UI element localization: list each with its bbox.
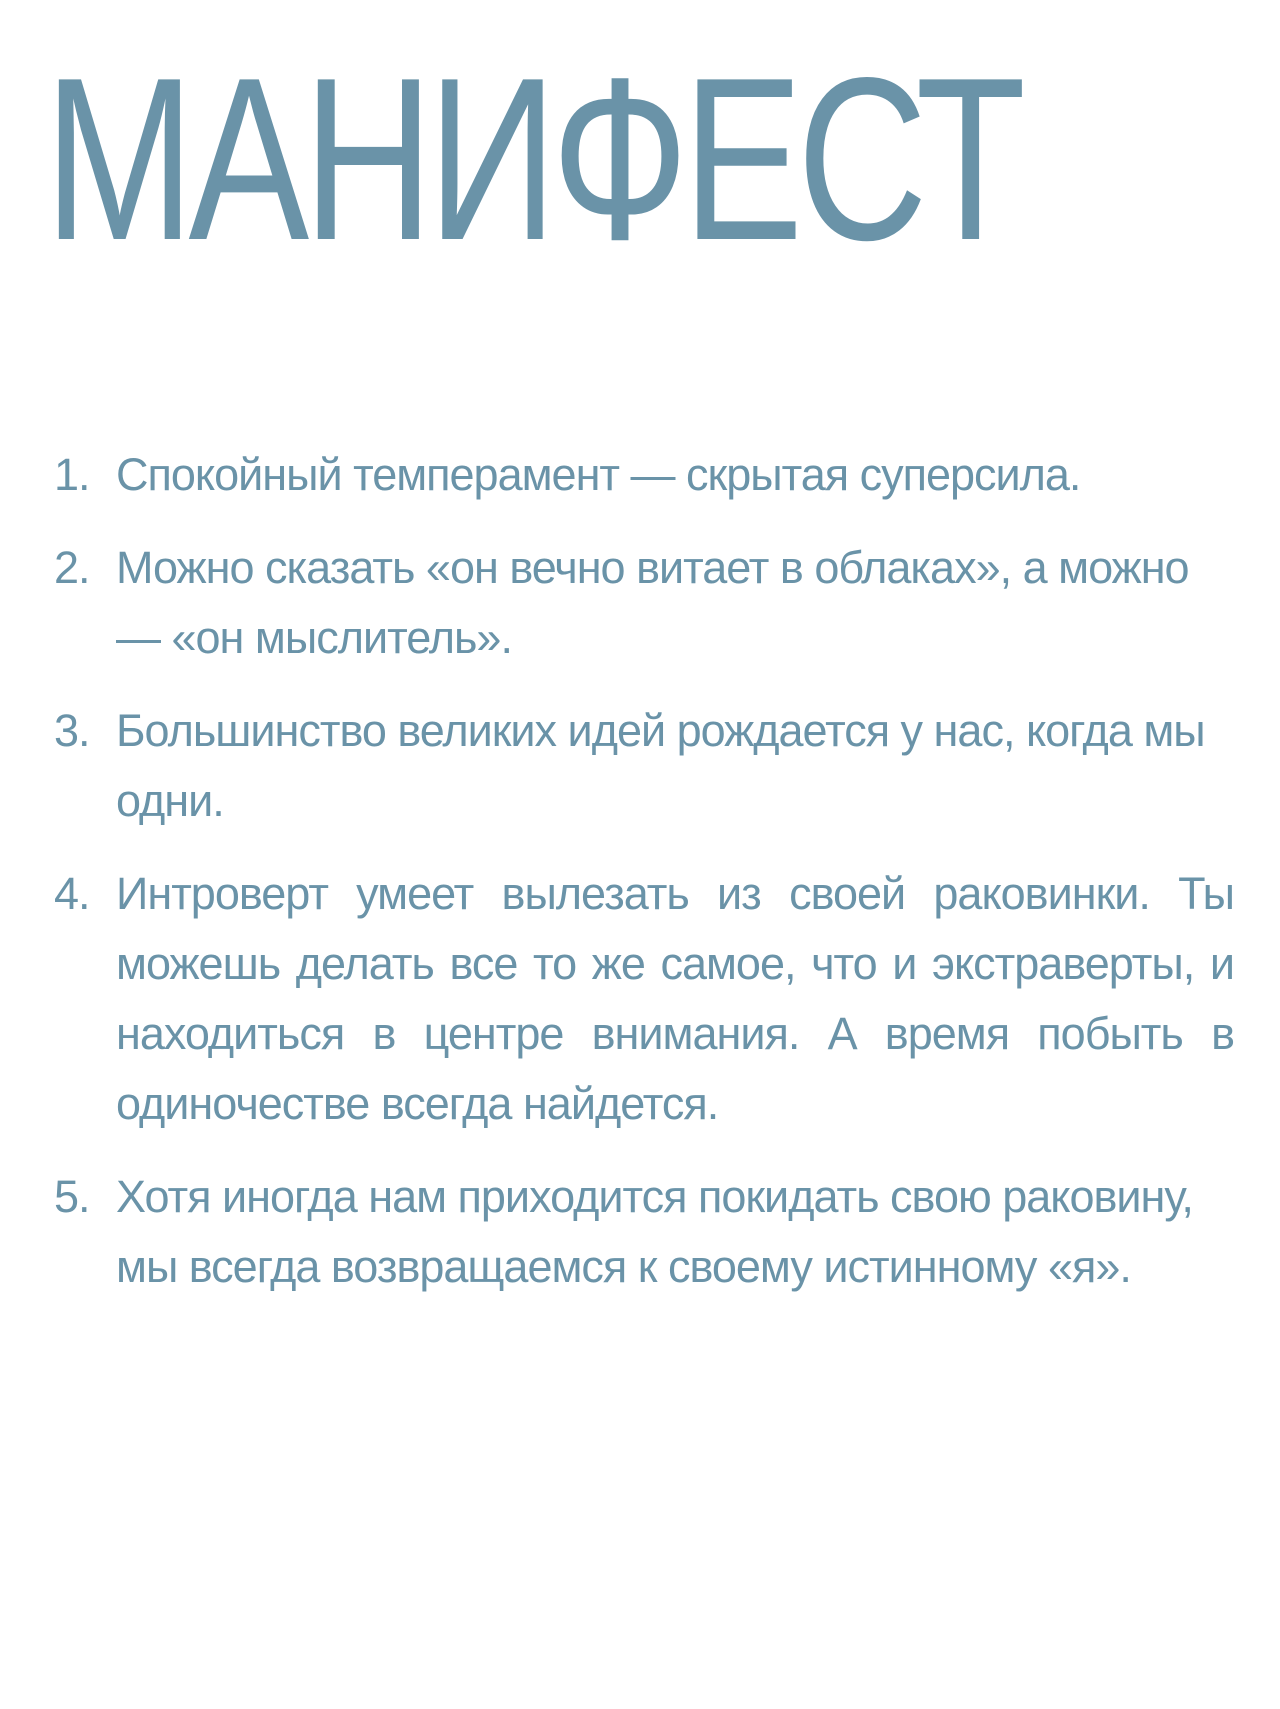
list-item bbox=[54, 859, 1234, 1139]
item-text: Спокойный темперамент — скрытая суперсила. bbox=[116, 449, 1081, 500]
list-item bbox=[54, 696, 1234, 836]
item-number: 3. bbox=[54, 705, 90, 756]
item-text: Можно сказать «он вечно витает в облаках», а можно — «он мыслитель». bbox=[116, 542, 1189, 663]
item-text: Хотя иногда нам приходится покидать свою раковину, мы всегда возвращаемся к своему истинному «я». bbox=[116, 1171, 1193, 1292]
list-item bbox=[54, 1162, 1234, 1302]
list-item bbox=[54, 440, 1234, 510]
item-text: Интроверт умеет вылезать из своей раковинки. Ты можешь делать все то же самое, что и экстраверты, и находиться в центре внимания. А время побыть в одиночестве всегда найдется. bbox=[116, 868, 1234, 1129]
item-number: 2. bbox=[54, 542, 90, 593]
list-item bbox=[54, 533, 1234, 673]
page-title: МАНИФЕСТ bbox=[44, 30, 1020, 289]
item-number: 1. bbox=[54, 449, 90, 500]
item-number: 5. bbox=[54, 1171, 90, 1222]
item-number: 4. bbox=[54, 868, 90, 919]
manifesto-list bbox=[54, 440, 1234, 1325]
item-text: Большинство великих идей рождается у нас, когда мы одни. bbox=[116, 705, 1205, 826]
